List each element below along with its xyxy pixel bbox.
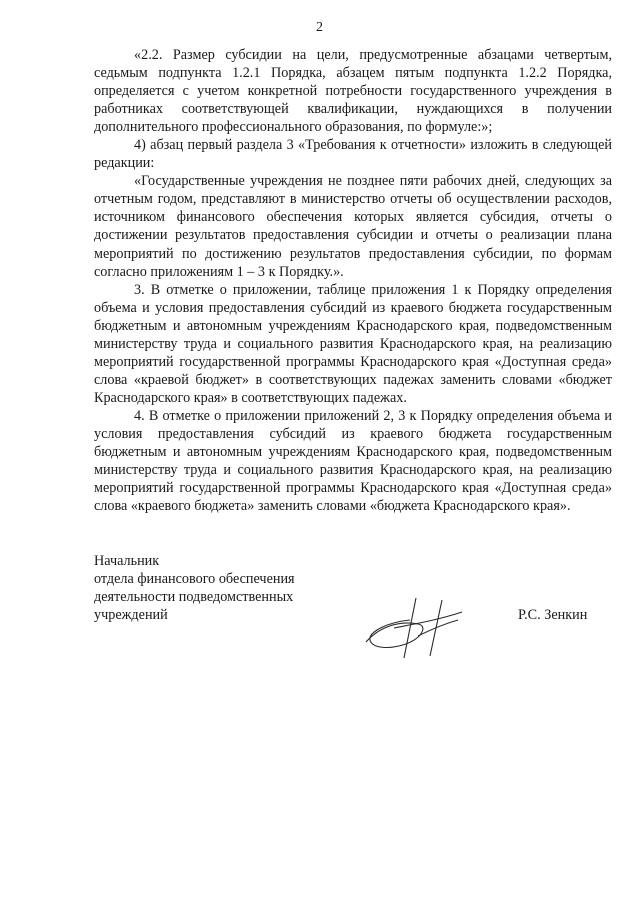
signatory-title-line: Начальник [94, 553, 160, 569]
signatory-title-line: учреждений [94, 607, 168, 623]
signature-block [94, 552, 612, 624]
paragraph-item-4: 4) абзац первый раздела 3 «Требования к отчетности» изложить в следующей редакции: [94, 137, 612, 172]
paragraph-quote-reporting: «Государственные учреждения не позднее пяти рабочих дней, следующих за отчетным годом, представляют в министерство отчеты об осуществлении расходов, источником финансового обеспечения которых является субсидия, отчеты о достижении результатов предоставления субсидии и отчеты о реализации плана мероприятий по достижению результатов предоставления субсидии, по формам согласно приложениям 1 – 3 к Порядку.». [94, 173, 612, 280]
paragraph-item-4-appendix: 4. В отметке о приложении приложений 2, 3 к Порядку определения объема и условия предоставления субсидий из краевого бюджета государственным бюджетным и автономным учреждениям Краснодарского края, подведомственным министерству труда и социального развития Краснодарского края, на реализацию мероприятий государственной программы Краснодарского края «Доступная среда» слова «краевого бюджета» заменить словами «бюджета Краснодарского края». [94, 407, 612, 515]
page-number: 2 [316, 20, 323, 35]
paragraph-item-3: 3. В отметке о приложении, таблице приложения 1 к Порядку определения объема и условия предоставления субсидий из краевого бюджета государственным бюджетным и автономным учреждениям Краснодарского края, подведомственным министерству труда и социального развития Краснодарского края, на реализацию мероприятий государственной программы Краснодарского края «Доступная среда» слова «краевой бюджет» в соответствующих падежах заменить словами «бюджет Краснодарского края» в соответствующих падежах. [94, 281, 612, 406]
signatory-name: Р.С. Зенкин [518, 607, 588, 623]
signatory-title-line: отдела финансового обеспечения [94, 571, 295, 587]
document-body [94, 46, 612, 515]
signatory-title-line: деятельности подведомственных [94, 589, 294, 605]
handwritten-signature [358, 590, 468, 665]
paragraph-2-2: «2.2. Размер субсидии на цели, предусмотренные абзацами четвертым, седьмым подпункта 1.2.1 Порядка, абзацем пятым подпункта 1.2.2 Порядка, определяется с учетом конкретной потребности государственного учреждения в работниках соответствующей квалификации, нуждающихся в получении дополнительного профессионального образования, по формуле:»; [94, 47, 612, 136]
